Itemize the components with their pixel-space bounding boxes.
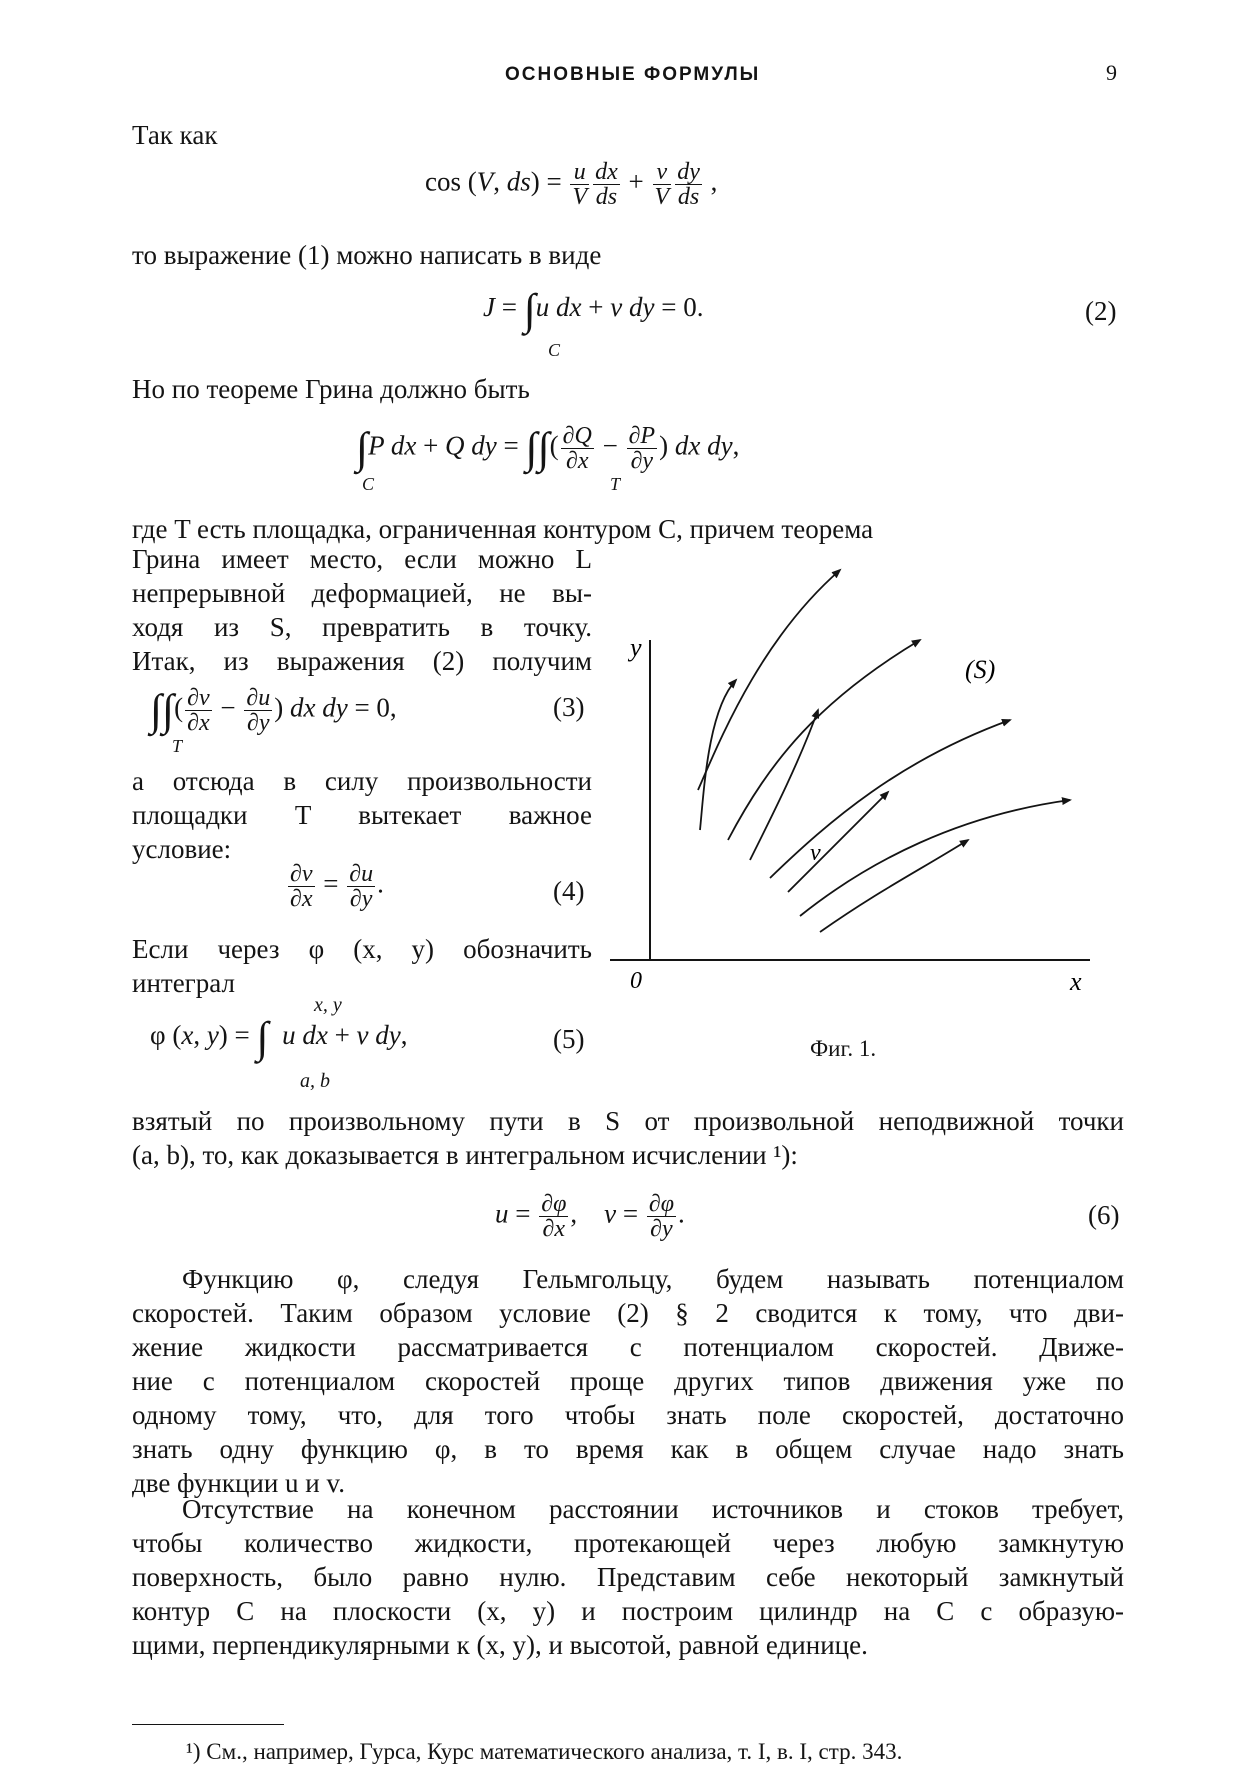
paragraph-line: знать одну функцию φ, в то время как в общем случае надо знать (132, 1434, 1124, 1464)
paragraph-line: где T есть площадка, ограниченная контуром C, причем теорема (132, 514, 874, 544)
paragraph (132, 1492, 1124, 1662)
integral-upper-limit: x, y (314, 994, 342, 1016)
left-column-paragraph (132, 932, 592, 1000)
figure-1 (600, 560, 1120, 1020)
equation-4: $\frac{\partial v}{\partial x}$ = $\frac{\partial u}{\partial y}$ . (290, 861, 384, 912)
equation-number: (6) (1088, 1200, 1120, 1230)
paragraph-line: Функцию φ, следуя Гельмгольцу, будем называть потенциалом (182, 1264, 1124, 1294)
paragraph-line: скоростей. Таким образом условие (2) § 2 сводится к тому, что дви- (132, 1298, 1124, 1328)
paragraph-line: взятый по произвольному пути в S от произвольной неподвижной точки (132, 1106, 1124, 1136)
paragraph (132, 1262, 1124, 1500)
velocity-label: v (810, 840, 821, 866)
paragraph-line: (a, b), то, как доказывается в интегральном исчислении ¹): (132, 1140, 798, 1170)
integral-subscript: C (362, 474, 375, 494)
paragraph-line: две функции u и v. (132, 1468, 345, 1498)
equation-green: ∫P dx + Q dy = ∫∫( $\frac{\partial Q}{\partial x}$ − $\frac{\partial P}{\partial y}$ ) dx dy, (356, 423, 740, 474)
left-col-line: площадки T вытекает важное (132, 800, 592, 830)
streamline (698, 570, 840, 790)
left-col-line: Грина имеет место, если можно L (132, 544, 592, 574)
equation-6: u = $\frac{\partial\varphi}{\partial x}$ , v = $\frac{\partial\varphi}{\partial y}$ . (495, 1191, 685, 1242)
integral-lower-limit: a, b (300, 1070, 330, 1092)
footnote-rule (132, 1724, 284, 1725)
y-axis-label: y (630, 633, 642, 662)
left-col-line: интеграл (132, 968, 235, 998)
left-col-line: условие: (132, 834, 232, 864)
equation-3: ∫∫( $\frac{\partial v}{\partial x}$ − $\frac{\partial u}{\partial y}$ ) dx dy = 0, (150, 685, 397, 736)
integral-subscript: C (548, 340, 561, 360)
integral-subscript: T (172, 736, 183, 756)
left-col-line: а отсюда в силу произвольности (132, 766, 592, 796)
text-line: то выражение (1) можно написать в виде (132, 240, 602, 270)
left-col-line: ходя из S, превратить в точку. (132, 612, 592, 642)
equation-number: (4) (553, 876, 585, 906)
text-line: Но по теореме Грина должно быть (132, 374, 530, 404)
streamline (788, 792, 888, 892)
left-col-line: непрерывной деформацией, не вы- (132, 578, 592, 608)
footnote: ¹) См., например, Гурса, Курс математического анализа, т. I, в. I, стр. 343. (186, 1739, 903, 1764)
paragraph-line: жение жидкости рассматривается с потенциалом скоростей. Движе- (132, 1332, 1124, 1362)
paragraph-line: Отсутствие на конечном расстоянии источников и стоков требует, (182, 1494, 1124, 1524)
origin-label: 0 (630, 968, 642, 994)
left-col-line: Итак, из выражения (2) получим (132, 646, 592, 676)
text-line: Так как (132, 120, 218, 150)
equation-number: (2) (1085, 296, 1117, 326)
paragraph-line: щими, перпендикулярными к (x, y), и высотой, равной единице. (132, 1630, 868, 1660)
paragraph-line: контур C на плоскости (x, y) и построим цилиндр на C с образую- (132, 1596, 1124, 1626)
running-header: ОСНОВНЫЕ ФОРМУЛЫ (505, 64, 761, 85)
x-axis-label: x (1070, 967, 1082, 996)
paragraph-line: ние с потенциалом скоростей проще других типов движения уже по (132, 1366, 1124, 1396)
paragraph-line: чтобы количество жидкости, протекающей через любую замкнутую (132, 1528, 1124, 1558)
equation-j: J = ∫u dx + v dy = 0. (483, 284, 704, 334)
streamline (800, 800, 1070, 916)
streamline (770, 720, 1010, 878)
equation-cos: cos (V, ds) = $\frac{u}{V}$ $\frac{dx}{ds}$ + $\frac{v}{V}$ $\frac{dy}{ds}$ , (425, 159, 718, 210)
equation-number: (3) (553, 692, 585, 722)
left-column-paragraph (132, 764, 592, 866)
equation-number: (5) (553, 1024, 585, 1054)
streamline (700, 680, 736, 830)
paragraph-line: поверхность, было равно нулю. Представим себе некоторый замкнутый (132, 1562, 1124, 1592)
region-label: (S) (965, 655, 996, 684)
left-column-paragraph (132, 542, 592, 678)
paragraph (132, 1104, 1124, 1172)
figure-caption: Фиг. 1. (810, 1036, 877, 1061)
equation-5: φ (x, y) = ∫ u dx + v dy, (150, 1012, 408, 1062)
left-col-line: Если через φ (x, y) обозначить (132, 934, 592, 964)
page-number: 9 (1106, 60, 1119, 85)
integral-subscript: T (610, 474, 621, 494)
paragraph-line: одному тому, что, для того чтобы знать поле скоростей, достаточно (132, 1400, 1124, 1430)
